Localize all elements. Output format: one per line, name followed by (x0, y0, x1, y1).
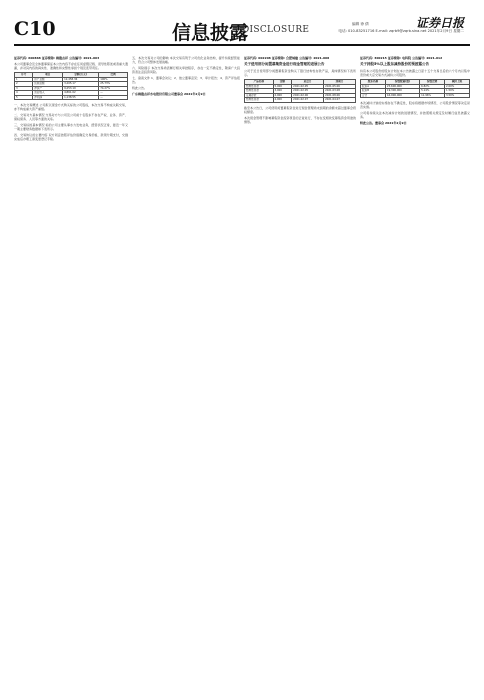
table-cell: 25,600,000 (385, 84, 419, 89)
paragraph: 公司将持续关注本次减持计划的进展情况，并按照相关规定及时履行信息披露义务。 (360, 111, 470, 119)
table-header: 金额 (273, 80, 292, 85)
table-cell: 定期存款 (245, 93, 274, 98)
data-table (14, 72, 128, 100)
table-row (245, 98, 356, 103)
table-cell: 2021.05.06 (324, 84, 356, 89)
table-cell: 4,000 (273, 98, 292, 103)
table-cell: 6.82% (420, 84, 445, 89)
column-2 (132, 56, 240, 686)
table-cell: 12,458.36 (63, 77, 99, 82)
paragraph: 二、交易对方基本情况 交易对方与公司及公司前十名股东不存在产权、业务、资产、债权债务、人员等方面的关系。 (14, 113, 128, 121)
table-cell: 19,300,000 (385, 89, 419, 94)
paragraph: 截至本公告日，公司使用闲置募集资金进行现金管理尚未到期的余额未超过董事会授权额度。 (244, 105, 356, 114)
section-title-en: DISCLOSURE (242, 25, 310, 35)
table-cell: 3 (15, 86, 33, 91)
table-header: 股东名称 (361, 80, 386, 85)
data-table (244, 79, 356, 103)
table-cell: 2 (15, 82, 33, 87)
table-cell: — (99, 91, 128, 96)
paragraph: 本次减持计划的实施存在不确定性，股东将根据市场情况、公司股价情况等决定是否实施。 (360, 101, 470, 109)
paragraph: 本次现金管理不影响募集资金投资项目的正常进行，不存在变相改变募集资金用途的情形。 (244, 115, 356, 124)
column-3 (244, 56, 356, 686)
table-header: 比例 (99, 73, 128, 78)
table-cell: 44,900,000 (385, 93, 419, 98)
notice-header: 证券代码: 300215 证券简称: 电科院 公告编号: 2021-012 (360, 56, 443, 60)
table-cell: 净资产 (33, 86, 63, 91)
table-cell: 5,000 (273, 84, 292, 89)
notice-title: 关于持股5%以上股东减持股份的预披露公告 (360, 62, 429, 66)
table-cell: 1.50% (445, 89, 470, 94)
column-4 (360, 56, 470, 686)
table-cell: 1 (15, 77, 33, 82)
table-header: 持股比例 (420, 80, 445, 85)
table-cell: 11.96% (420, 93, 445, 98)
table-cell: — (99, 95, 128, 100)
table-cell: 74.27% (99, 86, 128, 91)
table-cell: 25.73% (99, 82, 128, 87)
table-cell: 负债总额 (33, 82, 63, 87)
table-cell: 结构性存款 (245, 84, 274, 89)
table-cell: 股东B (361, 89, 386, 94)
table-header: 到期日 (324, 80, 356, 85)
page-number: C10 (14, 18, 56, 40)
table-cell: 净利润 (33, 95, 63, 100)
table-cell: 2021.02.05 (292, 84, 324, 89)
table-cell: 股东A (361, 84, 386, 89)
table-cell: 营业收入 (33, 91, 63, 96)
paragraph: 特此公告。 (132, 86, 148, 90)
table-cell: 5 (15, 95, 33, 100)
table-cell: 结构性存款 (245, 98, 274, 103)
signature-line: 特此公告。董事会 2021年2月9日 (360, 121, 407, 125)
paragraph: 六、风险提示 本次交易尚需履行相关审批程序，存在一定不确定性，敬请广大投资者注意投资风险。 (132, 66, 240, 74)
table-row (361, 93, 470, 98)
table-header: 起息日 (292, 80, 324, 85)
notice-header: 证券代码: 600868 证券简称: 梅雁吉祥 公告编号: 2021-003 (14, 56, 100, 60)
paragraph: 三、交易标的基本情况 标的公司主要从事水力发电业务，经营状况正常，最近一年又一期主要财务数据如下表所示。 (14, 123, 128, 131)
section-title: 信息披露 (172, 22, 249, 44)
table-cell: 2021.02.06 (292, 93, 324, 98)
masthead (14, 16, 470, 42)
column-1 (14, 56, 128, 686)
table-cell: 1,138.55 (63, 95, 99, 100)
table-cell: 2.00% (445, 84, 470, 89)
table-cell: 2021.02.05 (292, 89, 324, 94)
data-table (360, 79, 470, 98)
table-row (15, 95, 128, 100)
table-cell: 5.14% (420, 89, 445, 94)
table-header: 减持上限 (445, 80, 470, 85)
table-header: 金额(万元) (63, 73, 99, 78)
table-cell: 3.50% (445, 93, 470, 98)
date-line: 电话: 010-83251716 E-mail: zqrb9@zqrb.sina.net 2021年2月9日 星期二 (338, 29, 464, 33)
paragraph: 七、备查文件 1、董事会决议；2、独立董事意见；3、审计报告；4、资产评估报告。 (132, 76, 240, 84)
paragraph: 公司于近日使用部分闲置募集资金购买了银行结构性存款产品，具体情况如下表所示。 (244, 69, 356, 77)
newspaper-logo: 证券日报 (415, 16, 464, 30)
table-cell: 资产总额 (33, 77, 63, 82)
table-header: 项目 (33, 73, 63, 78)
table-cell: 2021.03.08 (324, 89, 356, 94)
notice-title: 关于使用部分闲置募集资金进行现金管理的进展公告 (244, 62, 325, 66)
editor-line: 编辑 徐 倩 (352, 22, 369, 26)
table-cell: 4 (15, 91, 33, 96)
table-cell: 3,000 (273, 89, 292, 94)
page-content (14, 56, 470, 686)
table-cell: 2021.04.07 (324, 98, 356, 103)
paragraph: 本公司董事会及全体董事保证本公告内容不存在任何虚假记载、误导性陈述或者重大遗漏，并对其内容的真实性、准确性和完整性承担个别及连带责任。 (14, 62, 128, 70)
paragraph: 持有本公司股份的股东计划在本公告披露之日起十五个交易日后的六个月内以集中竞价或大宗交易方式减持公司股份。 (360, 69, 470, 77)
table-cell: 结构性存款 (245, 89, 274, 94)
paragraph: 五、本次交易对公司的影响 本次交易有利于公司优化业务结构，提升持续经营能力，符合公司整体发展战略。 (132, 56, 240, 64)
table-header: 产品名称 (245, 80, 274, 85)
table-cell: 合计 (361, 93, 386, 98)
paragraph: 一、本次交易概述 公司拟以现金方式购买标的公司股权，本次交易不构成关联交易，亦不构成重大资产重组。 (14, 103, 128, 111)
header-rule (14, 44, 470, 46)
table-cell: 100% (99, 77, 128, 82)
table-cell: 3,205.17 (63, 82, 99, 87)
paragraph: 四、交易协议的主要内容 双方同意按照评估价值确定交易价格，款项分期支付，交割完成后办理工商变更登记手续。 (14, 133, 128, 141)
signature-line: 广东梅雁吉祥水电股份有限公司董事会 2021年2月9日 (132, 92, 206, 96)
table-cell: 2,000 (273, 93, 292, 98)
table-cell: 2021.02.07 (292, 98, 324, 103)
table-cell: 4,861.02 (63, 91, 99, 96)
notice-header: 证券代码: 002208 证券简称: 合肥城建 公告编号: 2021-008 (244, 56, 330, 60)
table-header: 持股数量(股) (385, 80, 419, 85)
table-header: 序号 (15, 73, 33, 78)
table-cell: 9,253.19 (63, 86, 99, 91)
table-cell: 2021.08.06 (324, 93, 356, 98)
